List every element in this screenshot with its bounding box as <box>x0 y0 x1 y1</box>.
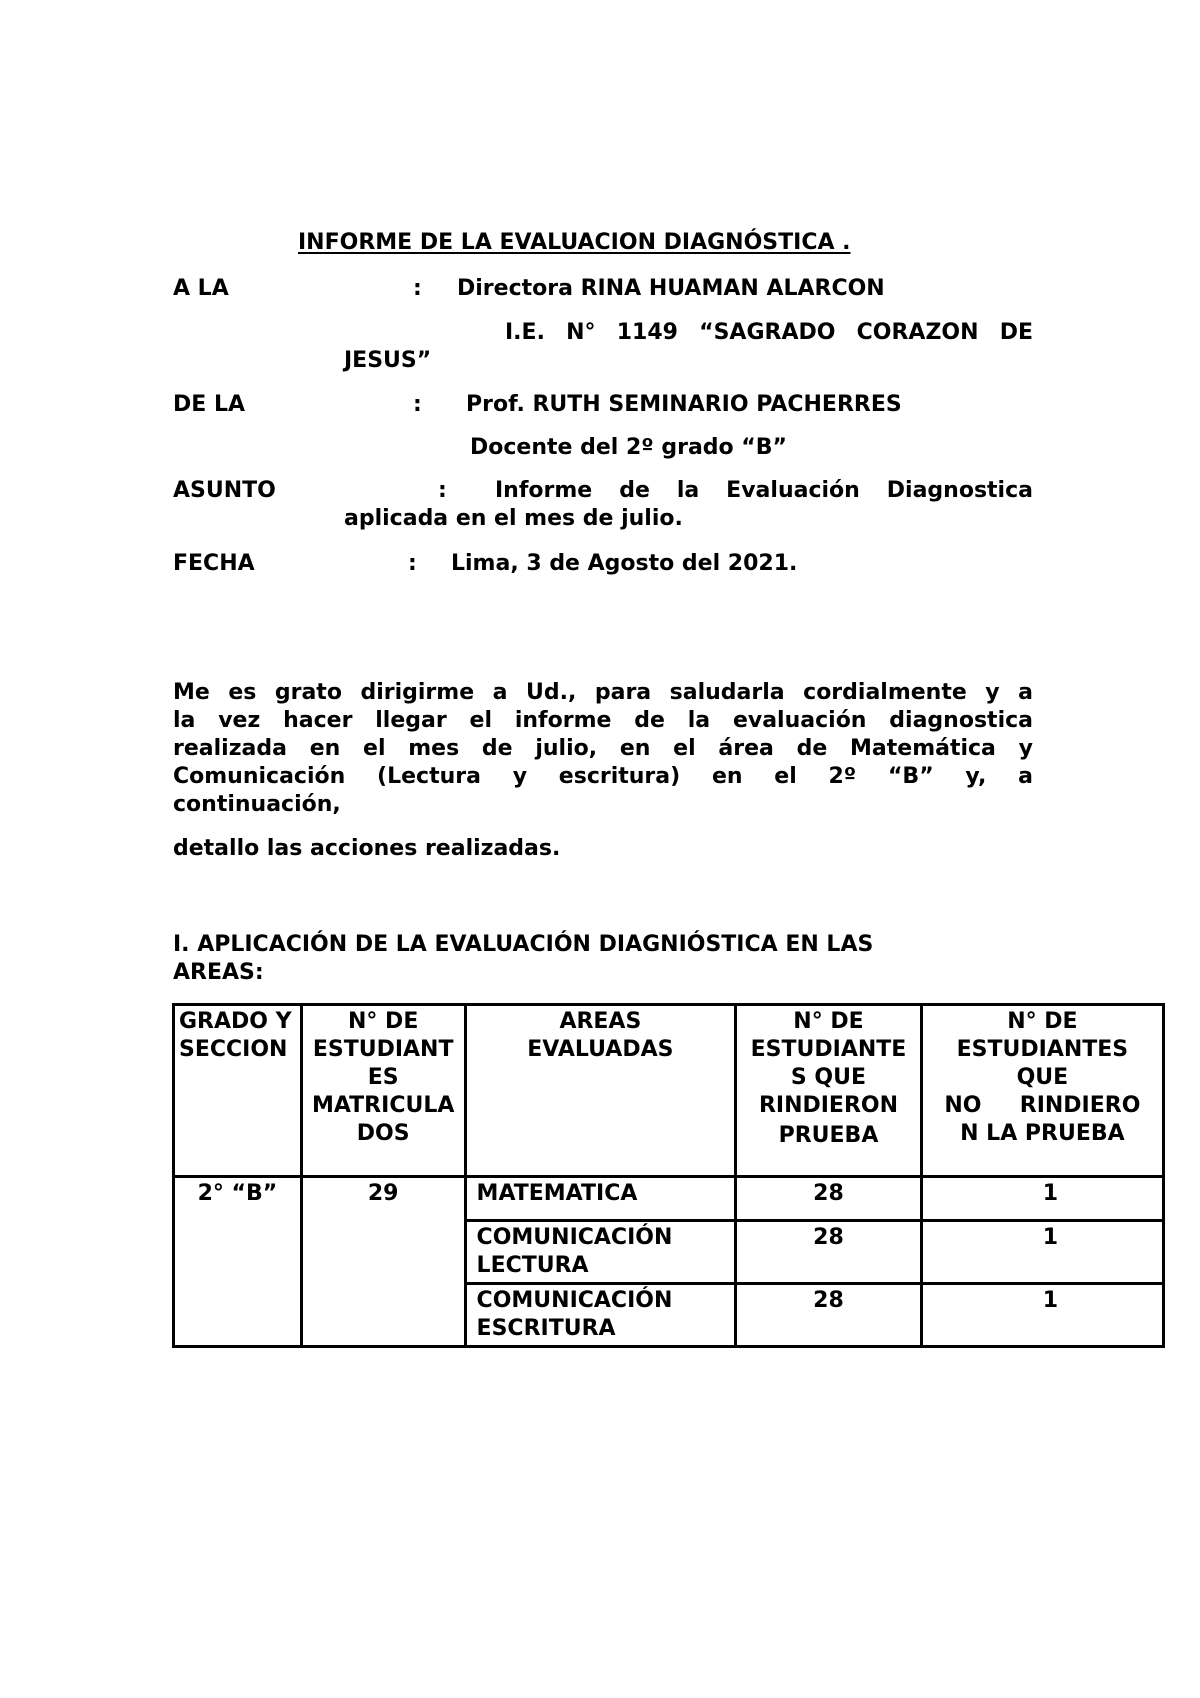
header-text: N LA PRUEBA <box>960 1121 1125 1146</box>
header-text: GRADO Y <box>179 1009 292 1034</box>
cell-area <box>465 1284 736 1347</box>
subject-line1: Informe de la Evaluación Diagnostica <box>495 478 1033 503</box>
section-heading-line2: AREAS: <box>173 960 264 985</box>
date-label: FECHA <box>173 551 255 576</box>
area-text: COMUNICACIÓN <box>476 1288 673 1313</box>
header-grado <box>174 1005 302 1177</box>
header-text: EVALUADAS <box>527 1037 674 1062</box>
teacher-grade: Docente del 2º grado “B” <box>470 435 787 460</box>
header-text: NO RINDIERO <box>944 1093 1141 1118</box>
subject-colon: : <box>438 478 447 503</box>
body-paragraph <box>173 679 1033 819</box>
header-rindieron <box>736 1005 922 1177</box>
cell-no-rindieron: 1 <box>921 1177 1163 1221</box>
cell-rindieron: 28 <box>736 1221 922 1284</box>
cell-area <box>465 1221 736 1284</box>
header-text: QUE <box>1016 1065 1069 1090</box>
header-text: PRUEBA <box>778 1123 879 1148</box>
cell-rindieron: 28 <box>736 1284 922 1347</box>
header-text: S QUE <box>790 1065 867 1090</box>
subject-line2: aplicada en el mes de julio. <box>344 506 683 531</box>
area-text: MATEMATICA <box>476 1181 638 1206</box>
table-row <box>174 1177 1164 1221</box>
cell-no-rindieron: 1 <box>921 1284 1163 1347</box>
header-text: SECCION <box>179 1037 288 1062</box>
header-matriculados <box>301 1005 465 1177</box>
header-text: ESTUDIANTES <box>956 1037 1129 1062</box>
header-text: RINDIERON <box>758 1093 899 1118</box>
area-text: COMUNICACIÓN <box>476 1225 673 1250</box>
area-text: LECTURA <box>476 1253 589 1278</box>
header-text: ESTUDIANTE <box>750 1037 907 1062</box>
header-text: DOS <box>356 1121 410 1146</box>
header-text: N° DE <box>793 1009 864 1034</box>
date-value: Lima, 3 de Agosto del 2021. <box>451 551 798 576</box>
report-title: INFORME DE LA EVALUACION DIAGNÓSTICA . <box>298 230 851 255</box>
from-value: Prof. RUTH SEMINARIO PACHERRES <box>466 392 902 417</box>
evaluation-table <box>172 1003 1165 1348</box>
from-colon: : <box>413 392 422 417</box>
header-text: MATRICULA <box>311 1093 455 1118</box>
body-line: Me es grato dirigirme a Ud., para saludarla cordialmente y a <box>173 680 1033 705</box>
body-line: realizada en el mes de julio, en el área de Matemática y <box>173 736 1033 761</box>
cell-matriculados: 29 <box>301 1177 465 1347</box>
school-name-line1: I.E. N° 1149 “SAGRADO CORAZON DE <box>505 320 1033 345</box>
cell-area <box>465 1177 736 1221</box>
table-header-row <box>174 1005 1164 1177</box>
cell-rindieron: 28 <box>736 1177 922 1221</box>
cell-no-rindieron: 1 <box>921 1221 1163 1284</box>
header-text: ES <box>367 1065 399 1090</box>
date-colon: : <box>408 551 417 576</box>
body-line: la vez hacer llegar el informe de la evaluación diagnostica <box>173 708 1033 733</box>
body-paragraph-2: detallo las acciones realizadas. <box>173 836 561 861</box>
header-text: N° DE <box>347 1009 419 1034</box>
to-value: Directora RINA HUAMAN ALARCON <box>457 276 885 301</box>
header-no-rindieron <box>921 1005 1163 1177</box>
cell-grado: 2° “B” <box>174 1177 302 1347</box>
from-label: DE LA <box>173 392 245 417</box>
to-label: A LA <box>173 276 229 301</box>
header-text: ESTUDIANT <box>312 1037 454 1062</box>
body-line: Comunicación (Lectura y escritura) en el 2º “B” y, a <box>173 764 1033 789</box>
area-text: ESCRITURA <box>476 1316 616 1341</box>
header-text: AREAS <box>559 1009 642 1034</box>
header-text: N° DE <box>1007 1009 1078 1034</box>
section-heading-line1: I. APLICACIÓN DE LA EVALUACIÓN DIAGNIÓSTICA EN LAS <box>173 932 874 957</box>
subject-label: ASUNTO <box>173 478 276 503</box>
school-name-line2: JESUS” <box>344 348 432 373</box>
to-colon: : <box>413 276 422 301</box>
body-line: continuación, <box>173 792 341 817</box>
header-areas <box>465 1005 736 1177</box>
